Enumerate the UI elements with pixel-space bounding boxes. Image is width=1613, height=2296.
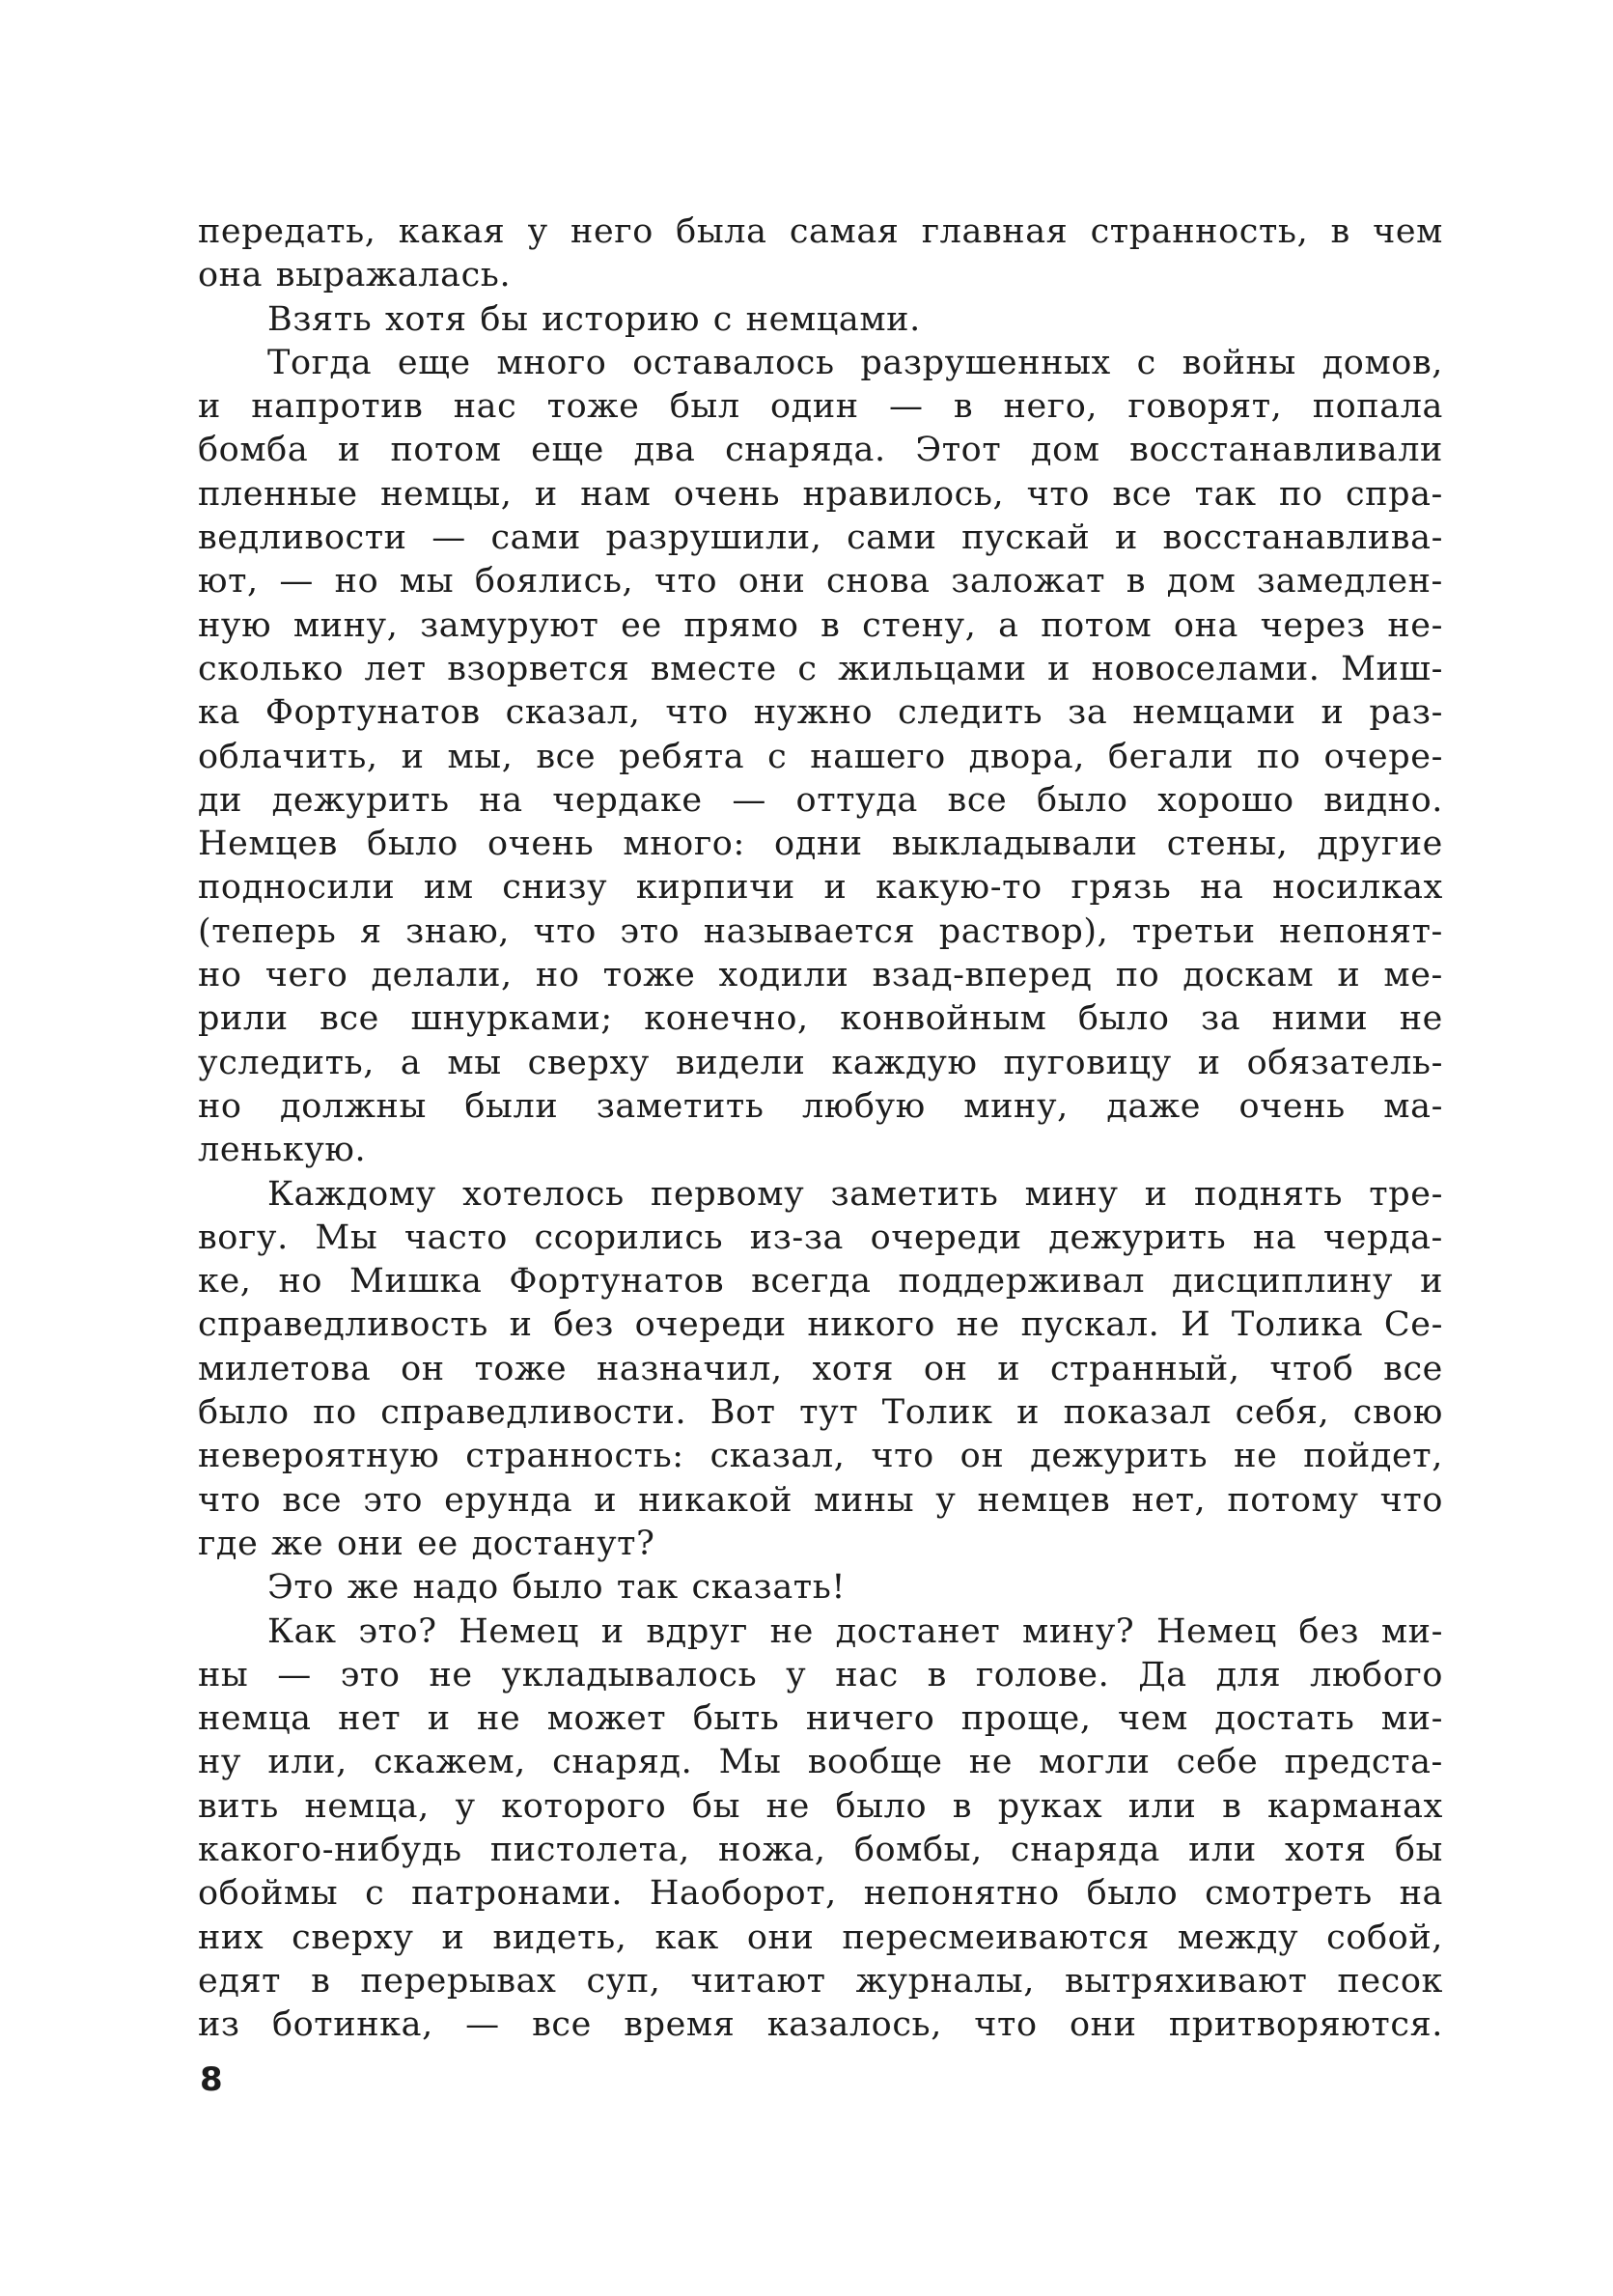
text-line: невероятную странность: сказал, что он дежурить не пойдет,	[198, 1437, 1443, 1476]
text-line: ка Фортунатов сказал, что нужно следить за немцами и раз-	[198, 693, 1443, 733]
text-line: ведливости — сами разрушили, сами пускай и восстанавлива-	[198, 518, 1443, 558]
text-line: пленные немцы, и нам очень нравилось, что все так по спра-	[198, 474, 1443, 514]
text-line: ке, но Мишка Фортунатов всегда поддерживал дисциплину и	[198, 1262, 1443, 1302]
text-line: вить немца, у которого бы не было в руках или в карманах	[198, 1786, 1443, 1826]
text-line: где же они ее достанут?	[198, 1524, 655, 1563]
text-line: ны — это не укладывалось у нас в голове. Да для любого	[198, 1655, 1443, 1694]
text-line: справедливость и без очереди никого не пускал. И Толика Се-	[198, 1305, 1443, 1345]
text-line: что все это ерунда и никакой мины у немцев нет, потому что	[198, 1480, 1443, 1520]
text-line: немца нет и не может быть ничего проще, чем достать ми-	[198, 1699, 1443, 1739]
text-line: было по справедливости. Вот тут Толик и показал себя, свою	[198, 1393, 1443, 1433]
text-line: облачить, и мы, все ребята с нашего двора, бегали по очере-	[198, 737, 1443, 776]
page-number: 8	[200, 2060, 223, 2099]
text-line: Каждому хотелось первому заметить мину и поднять тре-	[267, 1174, 1443, 1214]
text-line: Тогда еще много оставалось разрушенных с войны домов,	[267, 343, 1443, 382]
text-line: вогу. Мы часто ссорились из-за очереди дежурить на черда-	[198, 1218, 1443, 1257]
text-line: она выражалась.	[198, 256, 512, 295]
text-line: Немцев было очень много: одни выкладывали стены, другие	[198, 825, 1443, 864]
text-line: бомба и потом еще два снаряда. Этот дом восстанавливали	[198, 431, 1443, 470]
text-line: но чего делали, но тоже ходили взад-вперед по доскам и ме-	[198, 956, 1443, 995]
page-text	[198, 210, 1443, 2047]
text-line: но должны были заметить любую мину, даже очень ма-	[198, 1086, 1443, 1126]
text-line: сколько лет взорвется вместе с жильцами и новоселами. Миш-	[198, 649, 1443, 688]
text-line: передать, какая у него была самая главная странность, в чем	[198, 212, 1443, 251]
text-line: какого-нибудь пистолета, ножа, бомбы, снаряда или хотя бы	[198, 1830, 1443, 1869]
text-line: Как это? Немец и вдруг не достанет мину? Немец без ми-	[267, 1611, 1443, 1651]
text-line: ют, — но мы боялись, что они снова заложат в дом замедлен-	[198, 562, 1443, 602]
text-line: ну или, скажем, снаряд. Мы вообще не могли себе предста-	[198, 1743, 1443, 1782]
text-line: ди дежурить на чердаке — оттуда все было хорошо видно.	[198, 780, 1443, 820]
text-line: (теперь я знаю, что это называется раствор), третьи непонят-	[198, 911, 1443, 951]
text-line: ленькую.	[198, 1131, 367, 1170]
text-line: рили все шнурками; конечно, конвойным было за ними не	[198, 999, 1443, 1039]
text-line: едят в перерывах суп, читают журналы, вытряхивают песок	[198, 1961, 1443, 2001]
text-line: подносили им снизу кирпичи и какую-то грязь на носилках	[198, 868, 1443, 908]
text-line: ную мину, замуруют ее прямо в стену, а потом она через не-	[198, 605, 1443, 645]
text-line: милетова он тоже назначил, хотя он и странный, чтоб все	[198, 1349, 1443, 1388]
text-line: обоймы с патронами. Наоборот, непонятно было смотреть на	[198, 1874, 1443, 1914]
text-line: Это же надо было так сказать!	[267, 1568, 847, 1608]
text-line: из ботинка, — все время казалось, что они притворяются.	[198, 2005, 1443, 2045]
text-line: уследить, а мы сверху видели каждую пуговицу и обязатель-	[198, 1043, 1443, 1082]
text-line: них сверху и видеть, как они пересмеиваются между собой,	[198, 1918, 1443, 1957]
text-line: и напротив нас тоже был один — в него, говорят, попала	[198, 387, 1443, 427]
text-line: Взять хотя бы историю с немцами.	[267, 299, 921, 339]
